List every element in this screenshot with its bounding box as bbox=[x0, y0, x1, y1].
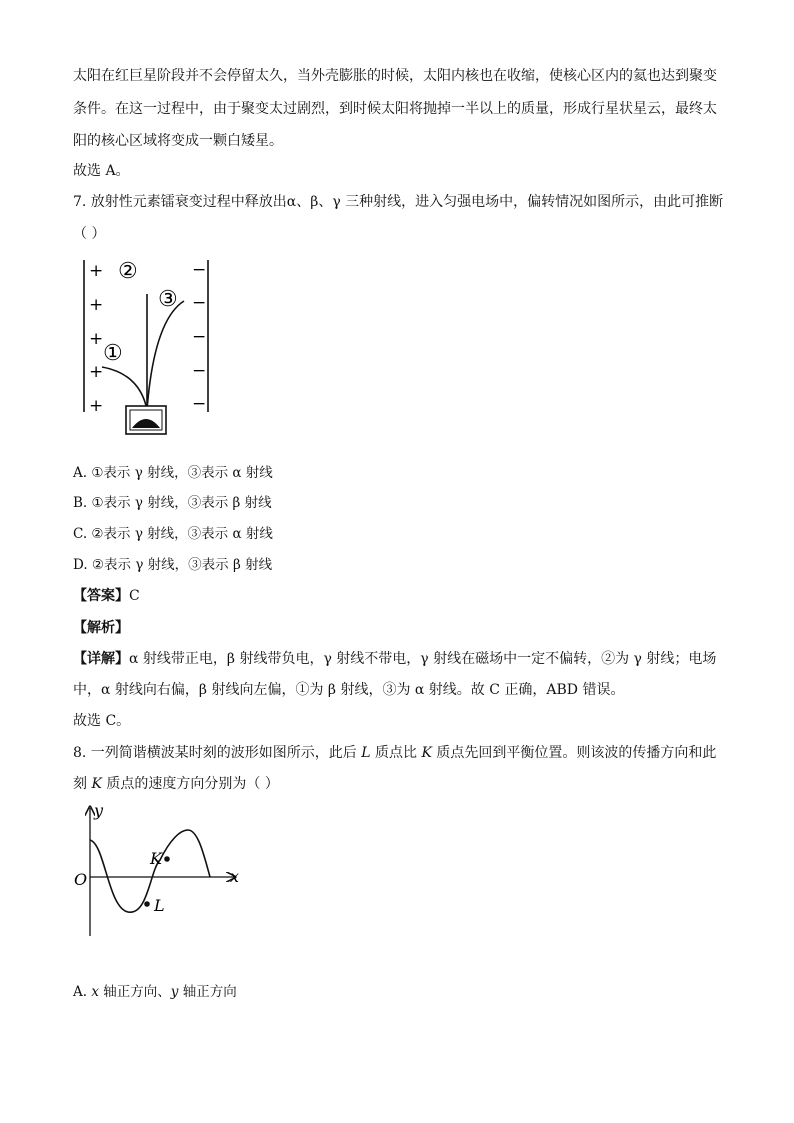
q7-stem-line-1: 7. 放射性元素镭衰变过程中释放出α、β、γ 三种射线，进入匀强电场中，偏转情况如图所示，由此可推断 bbox=[73, 194, 724, 210]
detail-tag: 【详解】 bbox=[73, 651, 129, 667]
q8-option-a-x: x bbox=[91, 984, 99, 1000]
plus-sign: + bbox=[89, 396, 104, 416]
intro-conclusion: 故选 A。 bbox=[73, 163, 130, 179]
wave-figure bbox=[70, 800, 250, 942]
y-axis-label: y bbox=[94, 801, 104, 820]
q7-option-b[interactable]: B. ①表示 γ 射线，③表示 β 射线 bbox=[73, 495, 272, 511]
q8-option-a-prefix: A. bbox=[73, 984, 92, 1000]
q8-stem-text-a: 8. 一列简谐横波某时刻的波形如图所示，此后 bbox=[73, 745, 362, 761]
q7-detail-line-1 bbox=[73, 649, 716, 669]
answer-value: C bbox=[129, 588, 140, 604]
plus-sign: + bbox=[89, 362, 104, 382]
minus-sign: − bbox=[192, 293, 207, 313]
ray-3-path bbox=[147, 301, 184, 410]
analysis-tag: 【解析】 bbox=[73, 620, 129, 636]
q8-stem-text-d: 刻 bbox=[73, 776, 92, 792]
q7-stem-line-2: （ ） bbox=[73, 226, 106, 242]
answer-tag: 【答案】 bbox=[73, 588, 129, 604]
ray-label-3: ③ bbox=[158, 287, 178, 312]
plus-sign: + bbox=[89, 295, 104, 315]
waveform bbox=[90, 830, 210, 912]
q8-option-a-end: 轴正方向 bbox=[178, 984, 237, 1000]
intro-line-1: 太阳在红巨星阶段并不会停留太久，当外壳膨胀的时候，太阳内核也在收缩，使核心区内的氦也达到聚变 bbox=[73, 68, 717, 84]
q8-point-K-ref: K bbox=[91, 776, 102, 792]
ray-1-path bbox=[102, 367, 147, 410]
q7-option-d[interactable]: D. ②表示 γ 射线，③表示 β 射线 bbox=[73, 557, 273, 573]
plus-sign: + bbox=[89, 261, 104, 281]
radiation-deflection-figure bbox=[70, 252, 220, 444]
q8-option-a[interactable] bbox=[73, 982, 237, 1002]
point-K-label: K bbox=[150, 849, 162, 868]
q7-answer bbox=[73, 586, 140, 606]
intro-line-3: 阳的核心区域将变成一颗白矮星。 bbox=[73, 133, 283, 149]
q7-option-a[interactable]: A. ①表示 γ 射线，③表示 α 射线 bbox=[73, 465, 273, 481]
q7-detail-line-2: 中，α 射线向右偏，β 射线向左偏，①为 β 射线，③为 α 射线。故 C 正确，ABD 错误。 bbox=[73, 682, 625, 698]
plus-sign: + bbox=[89, 329, 104, 349]
intro-line-2: 条件。在这一过程中，由于聚变太过剧烈，到时候太阳将抛掉一半以上的质量，形成行星状星云，最终太 bbox=[73, 101, 717, 117]
q8-option-a-y: y bbox=[170, 984, 179, 1000]
ray-label-1: ① bbox=[103, 341, 123, 366]
minus-sign: − bbox=[192, 327, 207, 347]
minus-sign: − bbox=[192, 361, 207, 381]
q8-stem-text-e: 质点的速度方向分别为（ ） bbox=[101, 776, 279, 792]
q7-conclusion: 故选 C。 bbox=[73, 713, 131, 729]
q8-stem-text-c: 质点先回到平衡位置。则该波的传播方向和此 bbox=[431, 745, 717, 761]
q8-stem-line-1 bbox=[73, 743, 716, 763]
minus-sign: − bbox=[192, 394, 207, 414]
minus-sign: − bbox=[192, 260, 207, 280]
point-L bbox=[144, 901, 150, 907]
q8-stem-text-b: 质点比 bbox=[370, 745, 422, 761]
q8-point-L-ref: L bbox=[361, 745, 371, 761]
x-axis-label: x bbox=[230, 867, 240, 886]
point-K bbox=[164, 856, 170, 862]
q8-stem-line-2 bbox=[73, 774, 279, 794]
detail-text-1: α 射线带正电，β 射线带负电，γ 射线不带电，γ 射线在磁场中一定不偏转，②为 γ 射线；电场 bbox=[129, 651, 717, 667]
ray-label-2: ② bbox=[118, 259, 138, 284]
q7-analysis-tag bbox=[73, 618, 129, 638]
point-L-label: L bbox=[154, 896, 165, 915]
origin-label: O bbox=[74, 870, 88, 889]
q8-option-a-mid: 轴正方向、 bbox=[98, 984, 171, 1000]
q7-option-c[interactable]: C. ②表示 γ 射线，③表示 α 射线 bbox=[73, 526, 273, 542]
q8-point-K-ref: K bbox=[421, 745, 432, 761]
